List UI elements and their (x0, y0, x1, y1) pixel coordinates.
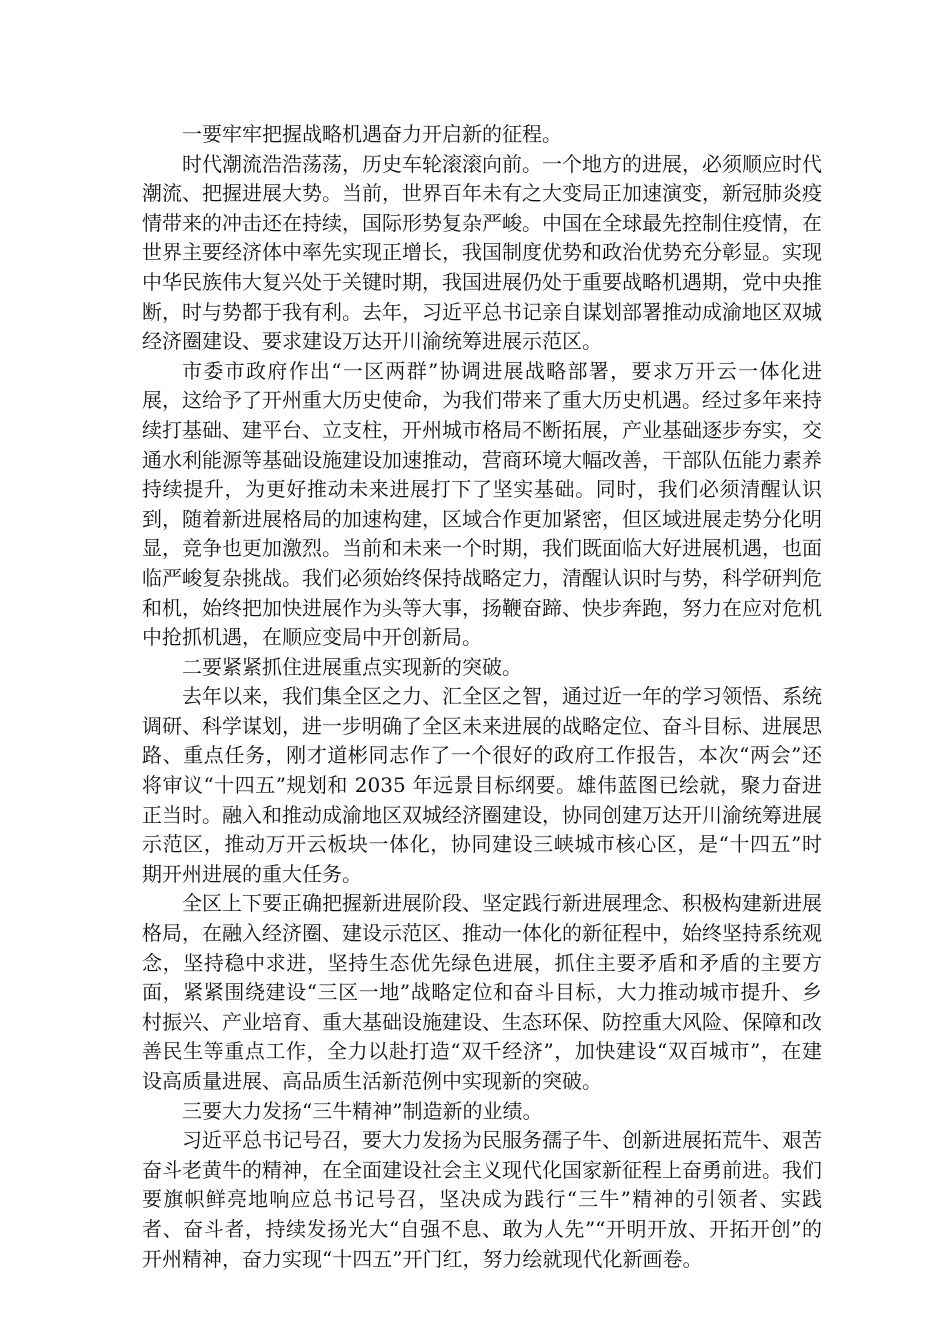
section-heading-3: 三要大力发扬“三牛精神”制造新的业绩。 (182, 1098, 543, 1123)
section-heading-1: 一要牢牢把握战略机遇奋力开启新的征程。 (182, 122, 562, 146)
paragraph-4: 全区上下要正确把握新进展阶段、坚定践行新进展理念、积极构建新进展格局，在融入经济圈、建设示范区、推动一体化的新征程中，始终坚持系统观念，坚持稳中求进，坚持生态优先绿色进展，抓住主要矛盾和矛盾的主要方面，紧紧围绕建设“三区一地”战略定位和奋斗目标，大力推动城市提升、乡村振兴、产业培育、重大基础设施建设、生态环保、防控重大风险、保障和改善民生等重点工作，全力以赴打造“双千经济”，加快建设“双百城市”，在建设高质量进展、高品质生活新范例中实现新的突破。 (142, 891, 822, 1093)
document-body (142, 120, 822, 1274)
paragraph-1: 时代潮流浩浩荡荡，历史车轮滚滚向前。一个地方的进展，必须顺应时代潮流、把握进展大势。当前，世界百年未有之大变局正加速演变，新冠肺炎疫情带来的冲击还在持续，国际形势复杂严峻。中国在全球最先控制住疫情，在世界主要经济体中率先实现正增长，我国制度优势和政治优势充分彰显。实现中华民族伟大复兴处于关键时期，我国进展仍处于重要战略机遇期，党中央推断，时与势都于我有利。去年，习近平总书记亲自谋划部署推动成渝地区双城经济圈建设、要求建设万达开川渝统筹进展示范区。 (142, 151, 822, 354)
paragraph-2: 市委市政府作出“一区两群”协调进展战略部署，要求万开云一体化进展，这给予了开州重大历史使命，为我们带来了重大历史机遇。经过多年来持续打基础、建平台、立支柱，开州城市格局不断拓展，产业基础逐步夯实，交通水利能源等基础设施建设加速推动，营商环境大幅改善，干部队伍能力素养持续提升，为更好推动未来进展打下了坚实基础。同时，我们必须清醒认识到，随着新进展格局的加速构建，区域合作更加紧密，但区域进展走势分化明显，竞争也更加激烈。当前和未来一个时期，我们既面临大好进展机遇，也面临严峻复杂挑战。我们必须始终保持战略定力，清醒认识时与势，科学研判危和机，始终把加快进展作为头等大事，扬鞭奋蹄、快步奔跑，努力在应对危机中抢抓机遇，在顺应变局中开创新局。 (142, 358, 822, 650)
section-heading-2: 二要紧紧抓住进展重点实现新的突破。 (182, 654, 522, 679)
paragraph-3: 去年以来，我们集全区之力、汇全区之智，通过近一年的学习领悟、系统调研、科学谋划，进一步明确了全区未来进展的战略定位、奋斗目标、进展思路、重点任务，刚才道彬同志作了一个很好的政府工作报告，本次“两会”还将审议“十四五”规划和 2035 年远景目标纲要。雄伟蓝图已绘就，聚力奋进正当时。融入和推动成渝地区双城经济圈建设，协同创建万达开川渝统筹进展示范区，推动万开云板块一体化，协同建设三峡城市核心区，是“十四五”时期开州进展的重大任务。 (142, 684, 822, 886)
paragraph-5: 习近平总书记号召，要大力发扬为民服务孺子牛、创新进展拓荒牛、艰苦奋斗老黄牛的精神，在全面建设社会主义现代化国家新征程上奋勇前进。我们要旗帜鲜亮地响应总书记号召，坚决成为践行“三牛”精神的引领者、实践者、奋斗者，持续发扬光大“自强不息、敢为人先”“开明开放、开拓开创”的开州精神，奋力实现“十四五”开门红，努力绘就现代化新画卷。 (142, 1128, 822, 1271)
